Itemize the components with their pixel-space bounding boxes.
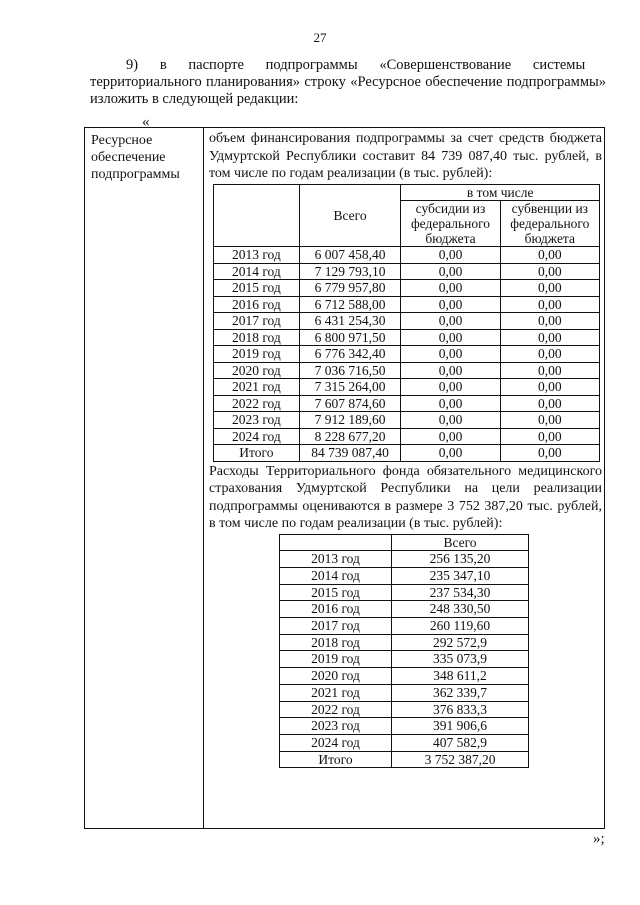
budget-cell-year: 2023 год xyxy=(214,412,300,429)
fund-table-row xyxy=(280,584,529,601)
fund-cell-year: 2013 год xyxy=(280,551,392,568)
budget-cell-subventions: 0,00 xyxy=(500,313,599,330)
budget-cell-subventions: 0,00 xyxy=(500,428,599,445)
fund-cell-total: 248 330,50 xyxy=(392,601,529,618)
fund-cell-total: 407 582,9 xyxy=(392,734,529,751)
budget-cell-subventions: 0,00 xyxy=(500,412,599,429)
budget-cell-total: 7 036 716,50 xyxy=(299,362,401,379)
budget-cell-subventions: 0,00 xyxy=(500,445,599,462)
budget-table-body xyxy=(214,247,600,462)
fund-cell-total: 256 135,20 xyxy=(392,551,529,568)
budget-header-year xyxy=(214,184,300,247)
fund-cell-year: 2015 год xyxy=(280,584,392,601)
fund-cell-total: 348 611,2 xyxy=(392,668,529,685)
budget-header-total: Всего xyxy=(299,184,401,247)
fund-table-row xyxy=(280,618,529,635)
budget-table-row xyxy=(214,362,600,379)
fund-cell-total: 235 347,10 xyxy=(392,567,529,584)
fund-cell-total: 260 119,60 xyxy=(392,618,529,635)
fund-table-header-row xyxy=(280,534,529,551)
budget-cell-year: 2020 год xyxy=(214,362,300,379)
budget-cell-subsidies: 0,00 xyxy=(401,247,500,264)
budget-cell-year: 2021 год xyxy=(214,379,300,396)
budget-cell-subventions: 0,00 xyxy=(500,263,599,280)
budget-table-row xyxy=(214,296,600,313)
fund-cell-year: 2014 год xyxy=(280,567,392,584)
fund-table-row xyxy=(280,668,529,685)
budget-cell-subsidies: 0,00 xyxy=(401,280,500,297)
budget-cell-total: 6 776 342,40 xyxy=(299,346,401,363)
budget-cell-total: 7 607 874,60 xyxy=(299,395,401,412)
fund-table xyxy=(279,534,529,769)
budget-cell-total: 6 800 971,50 xyxy=(299,329,401,346)
fund-table-row xyxy=(280,634,529,651)
fund-table-row xyxy=(280,701,529,718)
budget-table-row xyxy=(214,412,600,429)
fund-header-total: Всего xyxy=(392,534,529,551)
fund-paragraph: Расходы Территориального фонда обязательного медицинского страхования Удмуртской Республики на цели реализации подпрограммы оцениваются в размере 3 752 387,20 тыс. рублей, в том числе по годам реализации (в тыс. рублей): xyxy=(209,463,602,531)
budget-cell-subsidies: 0,00 xyxy=(401,445,500,462)
budget-table-header-row xyxy=(214,184,600,201)
budget-cell-total: 84 739 087,40 xyxy=(299,445,401,462)
fund-cell-total: 3 752 387,20 xyxy=(392,751,529,768)
fund-cell-total: 376 833,3 xyxy=(392,701,529,718)
fund-cell-total: 335 073,9 xyxy=(392,651,529,668)
budget-cell-subsidies: 0,00 xyxy=(401,263,500,280)
fund-cell-total: 292 572,9 xyxy=(392,634,529,651)
fund-cell-total: 362 339,7 xyxy=(392,684,529,701)
budget-cell-subsidies: 0,00 xyxy=(401,428,500,445)
intro-paragraph xyxy=(90,57,606,108)
fund-table-row xyxy=(280,651,529,668)
budget-cell-subventions: 0,00 xyxy=(500,280,599,297)
fund-cell-year: 2020 год xyxy=(280,668,392,685)
fund-cell-year: 2023 год xyxy=(280,718,392,735)
budget-cell-total: 7 315 264,00 xyxy=(299,379,401,396)
budget-cell-subventions: 0,00 xyxy=(500,329,599,346)
fund-table-row xyxy=(280,684,529,701)
budget-cell-subsidies: 0,00 xyxy=(401,395,500,412)
fund-table-body xyxy=(280,551,529,768)
budget-table-row xyxy=(214,395,600,412)
budget-cell-year: 2013 год xyxy=(214,247,300,264)
closing-quote: »; xyxy=(593,831,605,847)
fund-cell-year: 2018 год xyxy=(280,634,392,651)
budget-cell-total: 8 228 677,20 xyxy=(299,428,401,445)
row-content xyxy=(209,130,602,768)
fund-table-row xyxy=(280,567,529,584)
budget-cell-subventions: 0,00 xyxy=(500,395,599,412)
budget-cell-total: 6 007 458,40 xyxy=(299,247,401,264)
fund-cell-year: Итого xyxy=(280,751,392,768)
budget-cell-subsidies: 0,00 xyxy=(401,362,500,379)
budget-table-row xyxy=(214,247,600,264)
budget-cell-subventions: 0,00 xyxy=(500,362,599,379)
budget-cell-year: 2022 год xyxy=(214,395,300,412)
budget-cell-subsidies: 0,00 xyxy=(401,329,500,346)
budget-cell-year: 2014 год xyxy=(214,263,300,280)
opening-quote: « xyxy=(142,114,150,130)
fund-table-row xyxy=(280,718,529,735)
fund-cell-year: 2017 год xyxy=(280,618,392,635)
passport-row-table xyxy=(84,127,605,829)
budget-cell-total: 6 712 588,00 xyxy=(299,296,401,313)
budget-cell-year: 2024 год xyxy=(214,428,300,445)
fund-cell-year: 2021 год xyxy=(280,684,392,701)
budget-cell-year: Итого xyxy=(214,445,300,462)
budget-cell-subsidies: 0,00 xyxy=(401,346,500,363)
fund-cell-total: 391 906,6 xyxy=(392,718,529,735)
budget-cell-subventions: 0,00 xyxy=(500,296,599,313)
budget-cell-year: 2015 год xyxy=(214,280,300,297)
fund-cell-year: 2019 год xyxy=(280,651,392,668)
budget-cell-subventions: 0,00 xyxy=(500,346,599,363)
budget-table-row xyxy=(214,445,600,462)
budget-header-group: в том числе xyxy=(401,184,600,201)
page-number: 27 xyxy=(313,30,327,45)
fund-cell-year: 2024 год xyxy=(280,734,392,751)
fund-cell-year: 2016 год xyxy=(280,601,392,618)
budget-cell-year: 2017 год xyxy=(214,313,300,330)
budget-header-subsidies: субсидии из федерального бюджета xyxy=(401,201,500,247)
budget-table-row xyxy=(214,313,600,330)
fund-cell-year: 2022 год xyxy=(280,701,392,718)
budget-table xyxy=(213,184,600,462)
budget-cell-total: 6 431 254,30 xyxy=(299,313,401,330)
budget-cell-subventions: 0,00 xyxy=(500,247,599,264)
budget-cell-year: 2018 год xyxy=(214,329,300,346)
fund-table-row xyxy=(280,601,529,618)
budget-table-row xyxy=(214,263,600,280)
budget-cell-year: 2019 год xyxy=(214,346,300,363)
budget-table-row xyxy=(214,428,600,445)
budget-table-row xyxy=(214,346,600,363)
budget-paragraph: объем финансирования подпрограммы за счет средств бюджета Удмуртской Республики составит 84 739 087,40 тыс. рублей, в том числе по годам реализации (в тыс. рублей): xyxy=(209,131,602,181)
row-label: Ресурсное обеспечение подпрограммы xyxy=(91,133,180,182)
budget-header-subventions: субвенции из федерального бюджета xyxy=(500,201,599,247)
budget-cell-subsidies: 0,00 xyxy=(401,379,500,396)
budget-cell-total: 7 912 189,60 xyxy=(299,412,401,429)
fund-table-row xyxy=(280,751,529,768)
budget-table-row xyxy=(214,329,600,346)
column-divider xyxy=(203,128,204,828)
fund-table-row xyxy=(280,734,529,751)
budget-table-row xyxy=(214,280,600,297)
intro-line-rest: территориального планирования» строку «Ресурсное обеспечение подпрограммы» изложить в следующей редакции: xyxy=(90,74,606,107)
budget-cell-subsidies: 0,00 xyxy=(401,313,500,330)
fund-cell-total: 237 534,30 xyxy=(392,584,529,601)
fund-table-row xyxy=(280,551,529,568)
fund-header-year xyxy=(280,534,392,551)
budget-cell-year: 2016 год xyxy=(214,296,300,313)
budget-cell-total: 6 779 957,80 xyxy=(299,280,401,297)
budget-cell-subsidies: 0,00 xyxy=(401,296,500,313)
budget-table-row xyxy=(214,379,600,396)
budget-cell-subsidies: 0,00 xyxy=(401,412,500,429)
intro-line-1: 9) в паспорте подпрограммы «Совершенствование системы xyxy=(126,57,586,73)
budget-cell-subventions: 0,00 xyxy=(500,379,599,396)
budget-cell-total: 7 129 793,10 xyxy=(299,263,401,280)
